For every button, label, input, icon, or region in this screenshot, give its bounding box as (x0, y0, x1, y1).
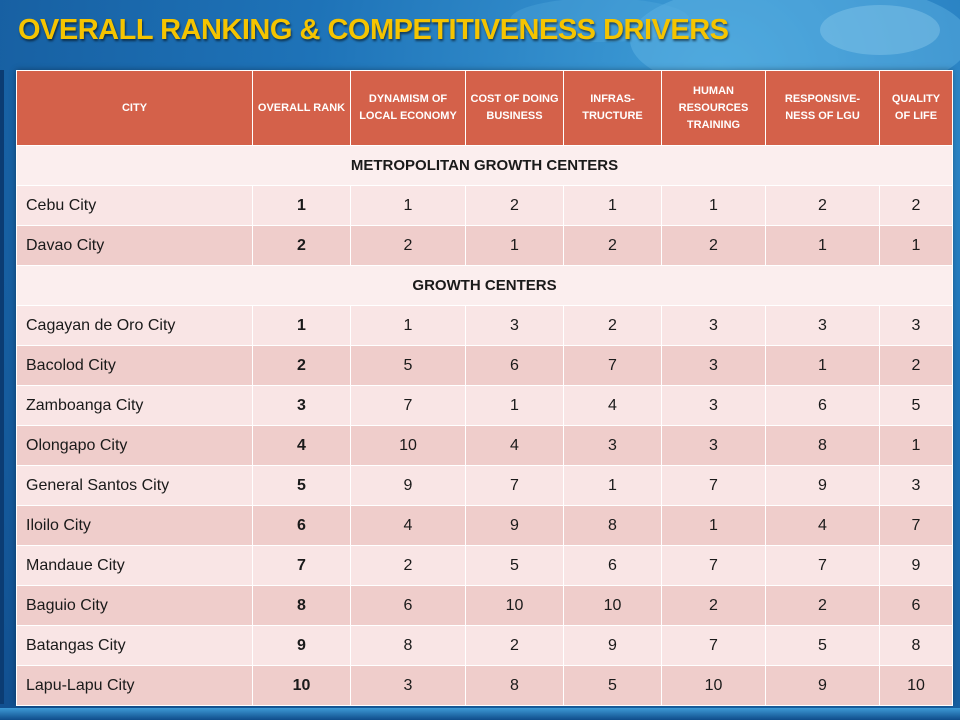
overall-rank-cell: 9 (253, 626, 351, 666)
overall-rank-cell: 4 (253, 426, 351, 466)
driver-rank-cell: 3 (351, 666, 466, 706)
header-city: CITY (17, 71, 253, 146)
driver-rank-cell: 8 (466, 666, 564, 706)
ranking-table-container (16, 70, 952, 704)
driver-rank-cell: 1 (880, 226, 953, 266)
table-row (17, 426, 953, 466)
driver-rank-cell: 2 (662, 226, 766, 266)
driver-rank-cell: 1 (466, 386, 564, 426)
driver-rank-cell: 7 (662, 546, 766, 586)
table-row (17, 626, 953, 666)
driver-rank-cell: 7 (466, 466, 564, 506)
city-name-cell: Bacolod City (17, 346, 253, 386)
driver-rank-cell: 2 (766, 586, 880, 626)
header-quality-of-life: QUALITY OF LIFE (880, 71, 953, 146)
overall-rank-cell: 1 (253, 186, 351, 226)
overall-rank-cell: 6 (253, 506, 351, 546)
table-row (17, 666, 953, 706)
overall-rank-cell: 2 (253, 226, 351, 266)
driver-rank-cell: 4 (766, 506, 880, 546)
driver-rank-cell: 1 (564, 466, 662, 506)
driver-rank-cell: 9 (766, 466, 880, 506)
driver-rank-cell: 9 (880, 546, 953, 586)
city-name-cell: Cebu City (17, 186, 253, 226)
header-dynamism: DYNAMISM OF LOCAL ECONOMY (351, 71, 466, 146)
driver-rank-cell: 5 (766, 626, 880, 666)
city-name-cell: Olongapo City (17, 426, 253, 466)
table-row (17, 306, 953, 346)
city-name-cell: General Santos City (17, 466, 253, 506)
driver-rank-cell: 3 (880, 466, 953, 506)
driver-rank-cell: 3 (662, 426, 766, 466)
left-accent-bar (0, 70, 4, 704)
driver-rank-cell: 3 (880, 306, 953, 346)
city-name-cell: Davao City (17, 226, 253, 266)
driver-rank-cell: 3 (766, 306, 880, 346)
table-row (17, 186, 953, 226)
overall-rank-cell: 10 (253, 666, 351, 706)
table-row (17, 226, 953, 266)
driver-rank-cell: 6 (880, 586, 953, 626)
driver-rank-cell: 7 (662, 466, 766, 506)
table-row (17, 346, 953, 386)
section-label: GROWTH CENTERS (17, 266, 953, 306)
city-name-cell: Mandaue City (17, 546, 253, 586)
table-row (17, 546, 953, 586)
driver-rank-cell: 5 (880, 386, 953, 426)
driver-rank-cell: 1 (662, 186, 766, 226)
driver-rank-cell: 2 (564, 306, 662, 346)
driver-rank-cell: 7 (880, 506, 953, 546)
driver-rank-cell: 8 (564, 506, 662, 546)
driver-rank-cell: 9 (466, 506, 564, 546)
city-name-cell: Baguio City (17, 586, 253, 626)
driver-rank-cell: 9 (766, 666, 880, 706)
header-infrastructure: INFRAS- TRUCTURE (564, 71, 662, 146)
driver-rank-cell: 2 (466, 186, 564, 226)
driver-rank-cell: 1 (880, 426, 953, 466)
driver-rank-cell: 5 (351, 346, 466, 386)
driver-rank-cell: 6 (466, 346, 564, 386)
header-cost-of-business: COST OF DOING BUSINESS (466, 71, 564, 146)
driver-rank-cell: 2 (351, 546, 466, 586)
driver-rank-cell: 9 (351, 466, 466, 506)
table-body (17, 146, 953, 706)
driver-rank-cell: 6 (766, 386, 880, 426)
driver-rank-cell: 2 (466, 626, 564, 666)
page-title: OVERALL RANKING & COMPETITIVENESS DRIVERS (18, 14, 729, 46)
driver-rank-cell: 3 (466, 306, 564, 346)
header-human-resources: HUMAN RESOURCES TRAINING (662, 71, 766, 146)
driver-rank-cell: 10 (466, 586, 564, 626)
driver-rank-cell: 4 (466, 426, 564, 466)
bottom-accent-bar (0, 708, 960, 720)
driver-rank-cell: 5 (466, 546, 564, 586)
driver-rank-cell: 2 (662, 586, 766, 626)
driver-rank-cell: 1 (351, 186, 466, 226)
driver-rank-cell: 1 (766, 346, 880, 386)
section-label: METROPOLITAN GROWTH CENTERS (17, 146, 953, 186)
driver-rank-cell: 1 (466, 226, 564, 266)
overall-rank-cell: 7 (253, 546, 351, 586)
table-row (17, 386, 953, 426)
driver-rank-cell: 7 (351, 386, 466, 426)
overall-rank-cell: 3 (253, 386, 351, 426)
driver-rank-cell: 1 (766, 226, 880, 266)
ranking-table (16, 70, 953, 706)
driver-rank-cell: 5 (564, 666, 662, 706)
driver-rank-cell: 7 (662, 626, 766, 666)
driver-rank-cell: 10 (351, 426, 466, 466)
driver-rank-cell: 8 (351, 626, 466, 666)
driver-rank-cell: 1 (351, 306, 466, 346)
driver-rank-cell: 1 (662, 506, 766, 546)
header-responsiveness: RESPONSIVE- NESS OF LGU (766, 71, 880, 146)
driver-rank-cell: 4 (564, 386, 662, 426)
driver-rank-cell: 2 (880, 346, 953, 386)
overall-rank-cell: 1 (253, 306, 351, 346)
city-name-cell: Iloilo City (17, 506, 253, 546)
section-header-row (17, 146, 953, 186)
driver-rank-cell: 7 (564, 346, 662, 386)
driver-rank-cell: 8 (880, 626, 953, 666)
driver-rank-cell: 10 (880, 666, 953, 706)
driver-rank-cell: 3 (662, 346, 766, 386)
overall-rank-cell: 2 (253, 346, 351, 386)
city-name-cell: Cagayan de Oro City (17, 306, 253, 346)
city-name-cell: Lapu-Lapu City (17, 666, 253, 706)
driver-rank-cell: 1 (564, 186, 662, 226)
driver-rank-cell: 9 (564, 626, 662, 666)
driver-rank-cell: 8 (766, 426, 880, 466)
table-row (17, 506, 953, 546)
driver-rank-cell: 2 (880, 186, 953, 226)
table-row (17, 466, 953, 506)
overall-rank-cell: 8 (253, 586, 351, 626)
city-name-cell: Batangas City (17, 626, 253, 666)
driver-rank-cell: 10 (662, 666, 766, 706)
driver-rank-cell: 6 (564, 546, 662, 586)
driver-rank-cell: 3 (662, 386, 766, 426)
header-overall-rank: OVERALL RANK (253, 71, 351, 146)
driver-rank-cell: 3 (564, 426, 662, 466)
driver-rank-cell: 2 (351, 226, 466, 266)
overall-rank-cell: 5 (253, 466, 351, 506)
driver-rank-cell: 2 (766, 186, 880, 226)
driver-rank-cell: 7 (766, 546, 880, 586)
table-header-row (17, 71, 953, 146)
table-row (17, 586, 953, 626)
driver-rank-cell: 2 (564, 226, 662, 266)
driver-rank-cell: 10 (564, 586, 662, 626)
driver-rank-cell: 3 (662, 306, 766, 346)
section-header-row (17, 266, 953, 306)
driver-rank-cell: 4 (351, 506, 466, 546)
city-name-cell: Zamboanga City (17, 386, 253, 426)
driver-rank-cell: 6 (351, 586, 466, 626)
